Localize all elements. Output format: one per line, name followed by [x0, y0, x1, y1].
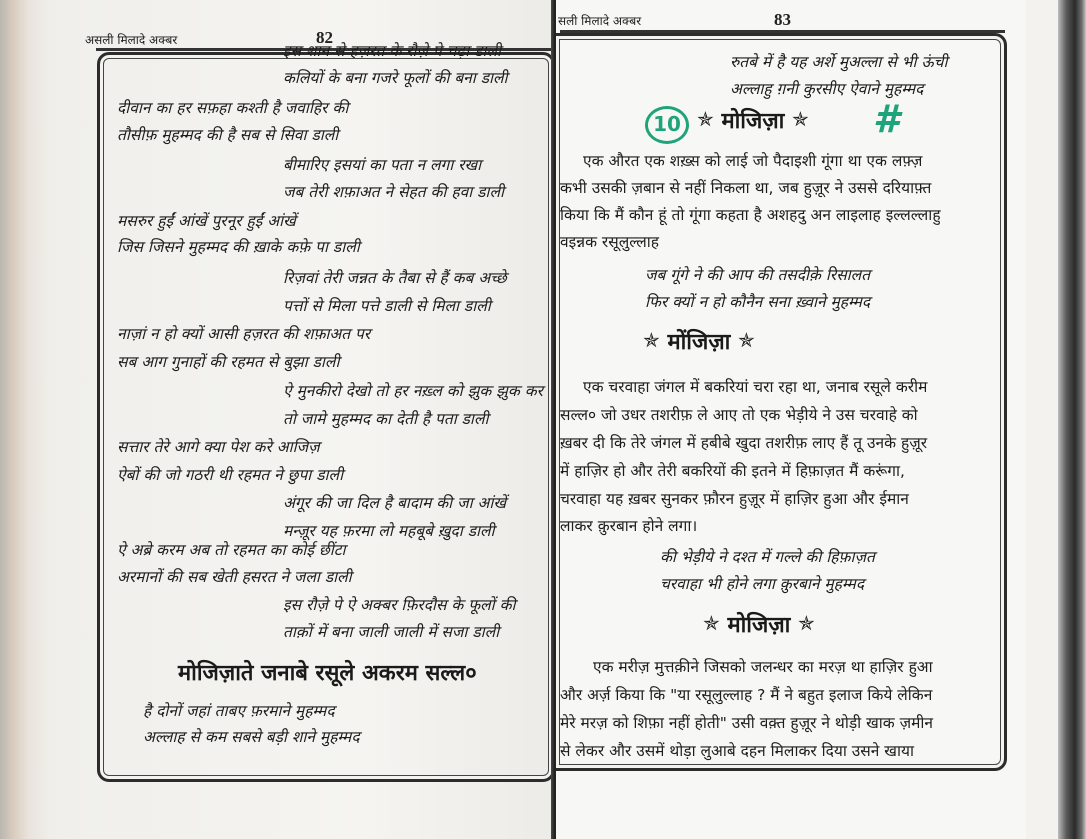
verse-line: की भेड़ीये ने दश्त में गल्ले की हिफ़ाज़त	[660, 548, 875, 566]
star-icon: ✯	[697, 107, 714, 131]
verse-line: जब गूंगे ने की आप की तसदीक़े रिसालत	[645, 266, 871, 284]
verse-line: चरवाहा भी होने लगा क़ुरबाने मुहम्मद	[660, 575, 865, 593]
star-icon: ✯	[798, 611, 815, 635]
section-heading	[643, 326, 755, 356]
prose-line: मेरे मरज़ को शिफ़ा नहीं होती" उसी वक़्त हुज़ूर ने थोड़ी खाक ज़मीन	[560, 714, 933, 732]
verse-line: अरमानों की सब खेती हसरत ने जला डाली	[117, 568, 352, 586]
right-running-head: सली मिलादे अक्बर	[558, 14, 642, 28]
verse-line: जब तेरी शफ़ाअत ने सेहत की हवा डाली	[283, 183, 504, 201]
closing-verse-line: है दोनों जहां ताबए फ़रमाने मुहम्मद	[143, 702, 335, 720]
verse-line: ताक़ों में बना जाली जाली में सजा डाली	[283, 623, 500, 641]
opening-verse-line: अल्लाहु ग़नी कुरसीए ऐवाने मुहम्मद	[730, 80, 924, 98]
prose-line: चरवाहा यह ख़बर सुनकर फ़ौरन हुज़ूर में हाज़िर हुआ और ईमान	[560, 490, 909, 508]
prose-line: और अर्ज़ किया कि "या रसूलुल्लाह ? मैं ने बहुत इलाज किये लेकिन	[560, 686, 933, 704]
opening-verse-line: रुतबे में है यह अर्शे मुअल्ला से भी ऊंची	[730, 53, 948, 71]
book-right-spine	[1058, 0, 1086, 839]
star-icon: ✯	[643, 328, 660, 352]
verse-line: पत्तों से मिला पत्ते डाली से मिला डाली	[283, 297, 491, 315]
section-heading	[703, 609, 815, 639]
handwritten-circled-number: 10	[645, 106, 689, 144]
verse-line: ऐबों की जो गठरी थी रहमत ने छुपा डाली	[117, 466, 344, 484]
right-page-number: 83	[774, 10, 791, 29]
left-section-heading: मोजिज़ाते जनाबे रसूले अकरम सल्ल०	[178, 661, 477, 686]
prose-line: एक चरवाहा जंगल में बकरियां चरा रहा था, जनाब रसूले करीम	[583, 378, 928, 396]
verse-line: रिज़वां तेरी जन्नत के तैबा से हैं कब अच्छे	[283, 269, 507, 287]
verse-line: अंगूर की जा दिल है बादाम की जा आंखें	[283, 494, 507, 512]
prose-line: एक औरत एक शख़्स को लाई जो पैदाइशी गूंगा था एक लफ़्ज़	[583, 152, 923, 170]
prose-line: ख़बर दी कि तेरे जंगल में हबीबे खुदा तशरीफ़ लाए हैं तू उनके हुज़ूर	[560, 434, 928, 452]
verse-line: सब आग गुनाहों की रहमत से बुझा डाली	[117, 353, 340, 371]
section-heading-text: मोजिज़ा	[727, 613, 791, 638]
prose-line: से लेकर और उसमें थोड़ा लुआबे दहन मिलाकर दिया उसने खाया	[560, 742, 915, 760]
handwritten-hash-mark: #	[873, 97, 900, 141]
section-heading-text: मोंजिज़ा	[667, 330, 731, 355]
verse-line: नाज़ां न हो क्यों आसी हज़रत की शफ़ाअत पर	[117, 325, 371, 343]
prose-line: में हाज़िर हो और तेरी बकरियों की इतने में हिफ़ाज़त मैं करूंगा,	[560, 462, 905, 480]
verse-line: जिस जिसने मुहम्मद की ख़ाके कफ़े पा डाली	[117, 238, 360, 256]
verse-line: कलियों के बना गजरे फूलों की बना डाली	[283, 69, 508, 87]
verse-line: बीमारिए इसयां का पता न लगा रखा	[283, 156, 482, 174]
verse-line: ऐ मुनकीरो देखो तो हर नख़्ल को झुक झुक कर	[283, 382, 543, 400]
prose-line: लाकर क़ुरबान होने लगा।	[560, 517, 698, 535]
verse-line: इस शान से हज़रत के रौज़े पे चढ़ा डाली	[283, 42, 502, 60]
star-icon: ✯	[703, 611, 720, 635]
verse-line: तो जामे मुहम्मद का देती है पता डाली	[283, 410, 489, 428]
verse-line: सत्तार तेरे आगे क्या पेश करे आजिज़	[117, 438, 320, 456]
prose-line: वइन्नक रसूलुल्लाह	[560, 233, 659, 251]
verse-line: इस रौज़े पे ऐ अक्बर फ़िरदौस के फूलों की	[283, 596, 516, 614]
prose-line: कभी उसकी ज़बान से नहीं निकला था, जब हुज़ूर ने उससे दरियाफ़्त	[560, 179, 932, 197]
star-icon: ✯	[738, 328, 755, 352]
closing-verse-line: अल्लाह से कम सबसे बड़ी शाने मुहम्मद	[143, 728, 360, 746]
verse-line: फिर क्यों न हो कौनैन सना ख़्वाने मुहम्मद	[645, 293, 871, 311]
verse-line: मसरुर हुईं आंखें पुरनूर हुईं आंखें	[117, 212, 296, 230]
section-heading-text: मोजिज़ा	[721, 109, 785, 134]
section-heading	[697, 105, 809, 135]
prose-line: एक मरीज़ मुत्तक़ीने जिसको जलन्धर का मरज़ था हाज़िर हुआ	[593, 658, 933, 676]
left-page-number: 82	[316, 28, 333, 47]
verse-line: तौसीफ़ मुहम्मद की है सब से सिवा डाली	[117, 126, 339, 144]
verse-line: ऐ अब्रे करम अब तो रहमत का कोई छींटा	[117, 541, 346, 559]
verse-line: मन्ज़ूर यह फ़रमा लो महबूबे ख़ुदा डाली	[283, 522, 495, 540]
left-running-head: असली मिलादे अक्बर	[85, 33, 178, 47]
prose-line: किया कि मैं कौन हूं तो गूंगा कहता है अशहदु अन लाइलाह इल्लल्लाहु	[560, 206, 941, 224]
verse-line: दीवान का हर सफ़हा कश्ती है जवाहिर की	[117, 99, 349, 117]
prose-line: सल्ल० जो उधर तशरीफ़ ले आए तो एक भेड़ीये ने उस चरवाहे को	[560, 406, 918, 424]
star-icon: ✯	[792, 107, 809, 131]
